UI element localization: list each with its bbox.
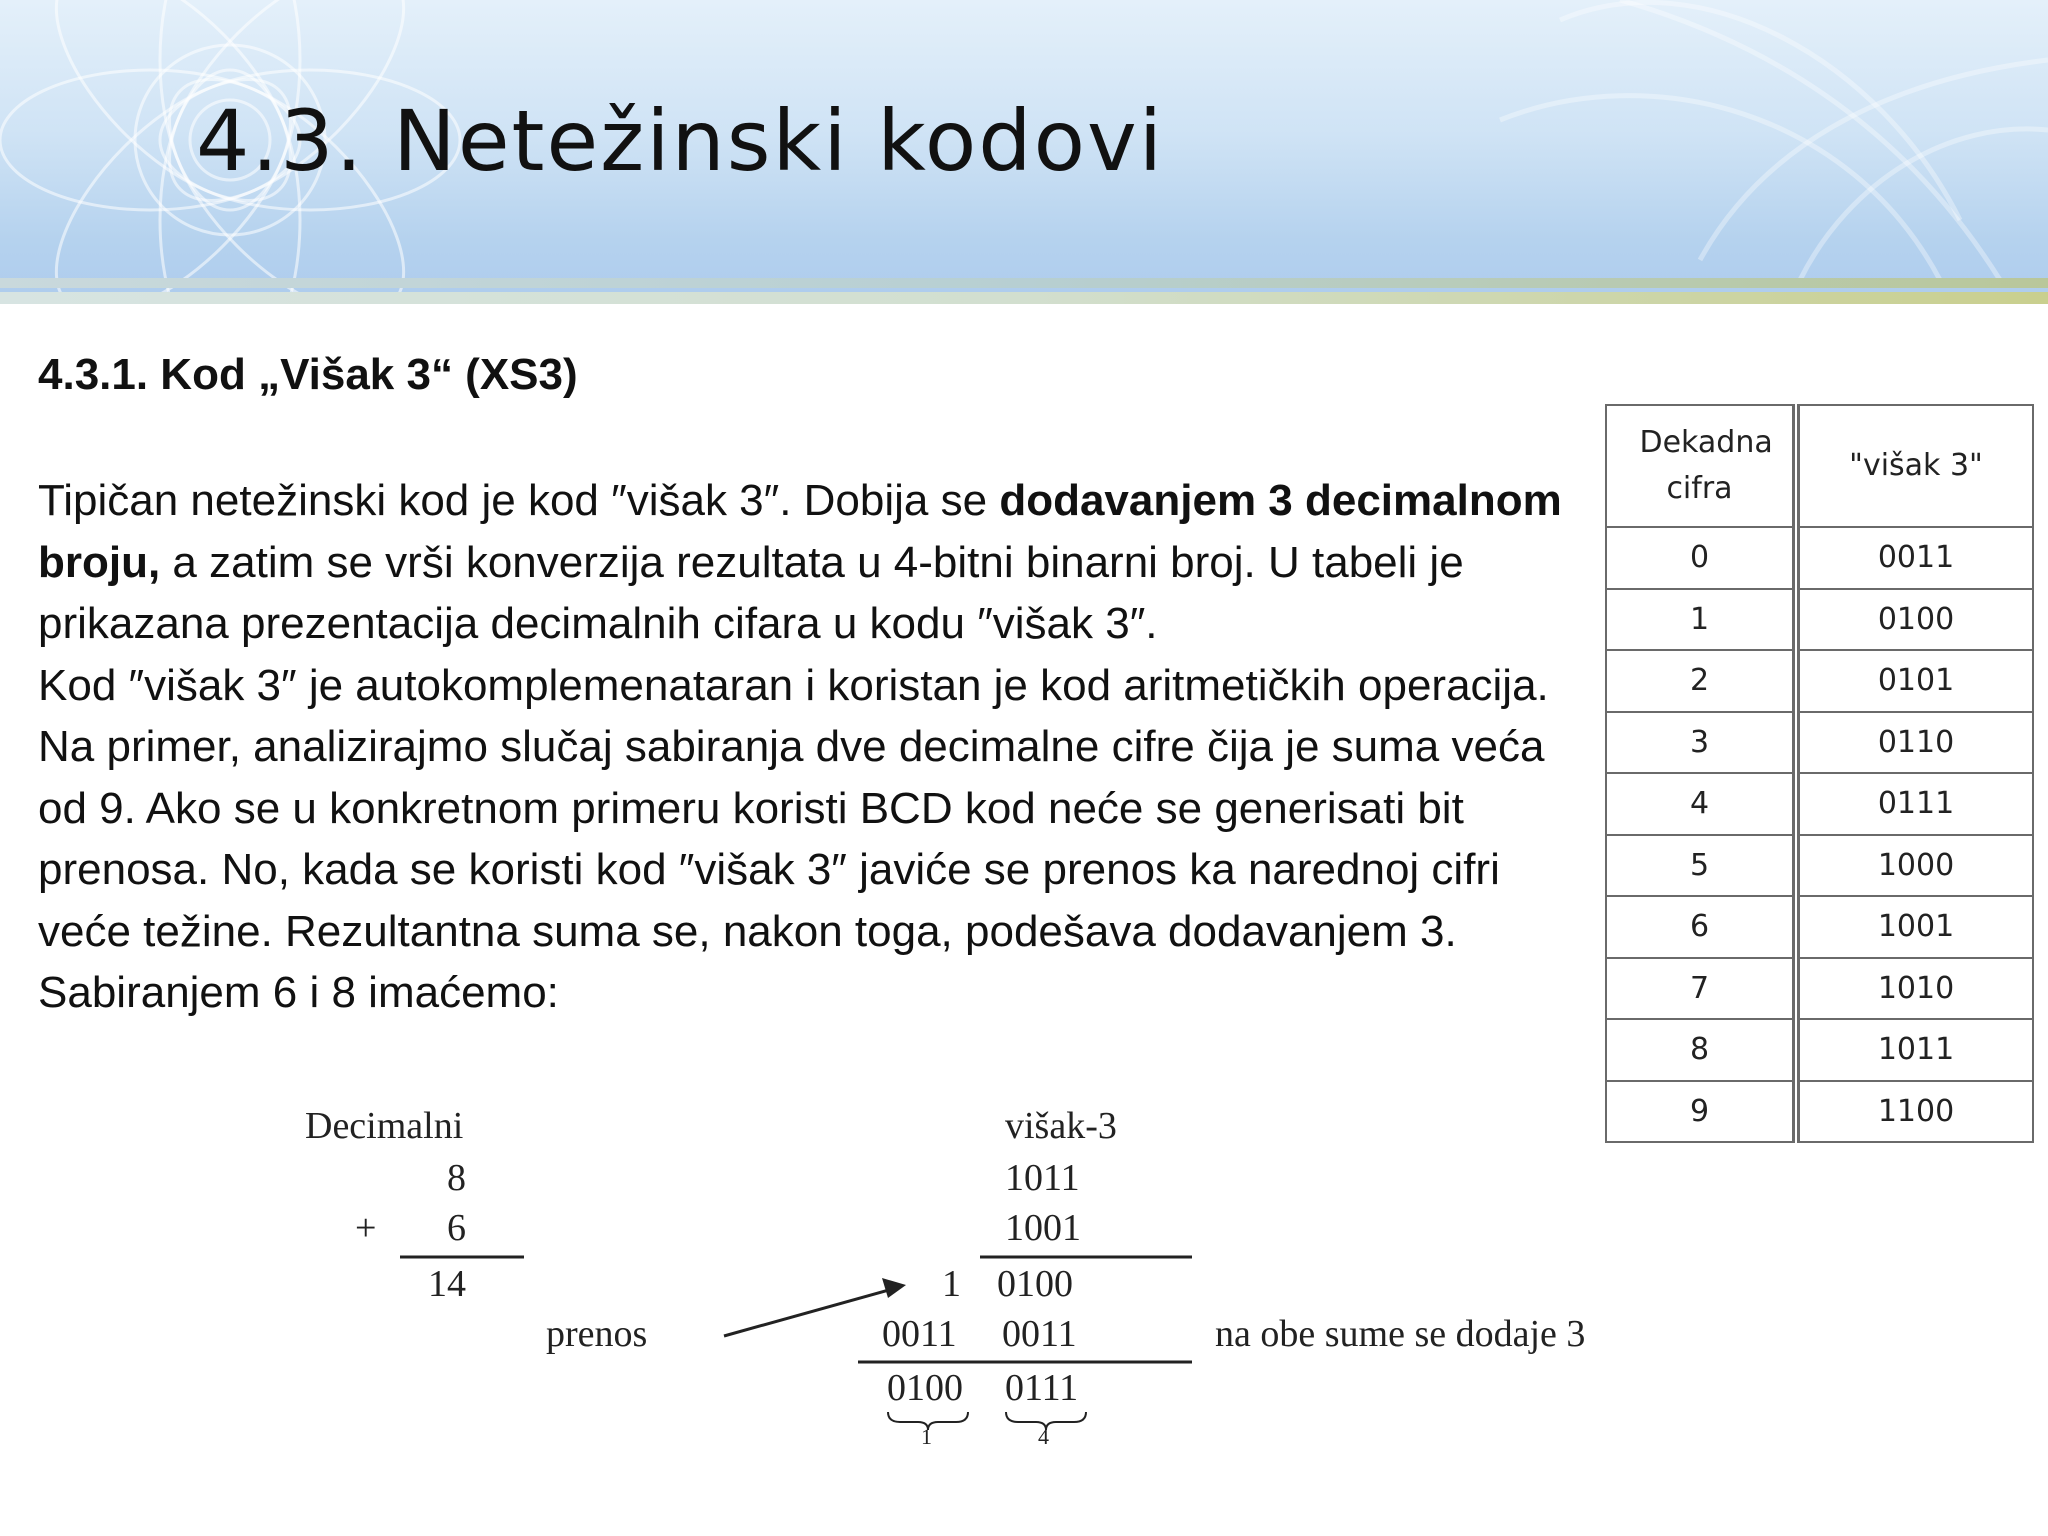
intro-text-end: a zatim se vrši konverzija rezultata u 4-bitni binarni broj. U tabeli je prikazana prezentacija decimalnih cifara u kodu ″višak 3″. [38, 537, 1464, 648]
table-cell-digit: 0 [1606, 527, 1796, 589]
decimal-header: Decimalni [305, 1105, 464, 1147]
table-cell-code: 1010 [1796, 958, 2033, 1020]
decimal-sum: 14 [428, 1263, 466, 1305]
result-low: 0111 [1005, 1367, 1079, 1409]
xs3-operand-b: 1001 [1005, 1207, 1081, 1249]
table-cell-digit: 6 [1606, 896, 1796, 958]
table-header-decimal-label: Dekadna cifra [1639, 425, 1773, 506]
result-digit-low: 4 [1038, 1424, 1049, 1449]
intro-text-start: Tipičan netežinski kod je kod ″višak 3″. Dobija se [38, 476, 1000, 525]
table-cell-code: 0101 [1796, 650, 2033, 712]
xs3-header: višak-3 [1005, 1105, 1117, 1147]
table-cell-digit: 4 [1606, 773, 1796, 835]
decimal-operand-b: 6 [447, 1207, 466, 1249]
carry-arrow-head-icon [882, 1278, 906, 1298]
table-cell-code: 0111 [1796, 773, 2033, 835]
table-cell-digit: 5 [1606, 835, 1796, 897]
plus-sign: + [355, 1207, 377, 1249]
table-cell-code: 0011 [1796, 527, 2033, 589]
section-subtitle: 4.3.1. Kod „Višak 3“ (XS3) [38, 350, 578, 399]
table-cell-digit: 1 [1606, 589, 1796, 651]
result-digit-high: 1 [921, 1424, 932, 1449]
xs3-partial-sum: 0100 [997, 1263, 1073, 1305]
table-cell-code: 1100 [1796, 1081, 2033, 1143]
carry-label: prenos [546, 1313, 648, 1355]
table-cell-code: 0110 [1796, 712, 2033, 774]
table-cell-code: 0100 [1796, 589, 2033, 651]
paragraph-example: Kod ″višak 3″ je autokomplemenataran i koristan je kod aritmetičkih operacija. Na primer, analizirajmo slučaj sabiranja dve decimalne cifre čija je suma veća od 9. Ako se u konkretnom primeru koristi BCD kod neće se generisati bit prenosa. No, kada se koristi kod ″višak 3″ javiće se prenos ka narednoj cifri veće težine. Rezultantna suma se, nakon toga, podešava dodavanjem 3. Sabiranjem 6 i 8 imaćemo: [38, 660, 1549, 1017]
carry-bit: 1 [942, 1263, 961, 1305]
xs3-operand-a: 1011 [1005, 1157, 1080, 1199]
table-cell-digit: 3 [1606, 712, 1796, 774]
table-cell-digit: 9 [1606, 1081, 1796, 1143]
brace-high-icon [888, 1412, 968, 1430]
brace-low-icon [1006, 1412, 1086, 1430]
table-cell-digit: 8 [1606, 1019, 1796, 1081]
table-cell-digit: 7 [1606, 958, 1796, 1020]
slide-title: 4.3. Netežinski kodovi [196, 92, 1165, 190]
decimal-operand-a: 8 [447, 1157, 466, 1199]
correction-high: 0011 [882, 1313, 957, 1355]
result-high: 0100 [887, 1367, 963, 1409]
table-cell-digit: 2 [1606, 650, 1796, 712]
carry-arrow-line [724, 1288, 896, 1336]
correction-low: 0011 [1002, 1313, 1077, 1355]
correction-note: na obe sume se dodaje 3 [1215, 1313, 1586, 1355]
table-cell-code: 1001 [1796, 896, 2033, 958]
table-header-xs3: "višak 3" [1796, 405, 2033, 527]
table-cell-code: 1000 [1796, 835, 2033, 897]
table-cell-code: 1011 [1796, 1019, 2033, 1081]
intro-text-bold: dodavanjem 3 decimalnom broju, [38, 476, 1562, 587]
